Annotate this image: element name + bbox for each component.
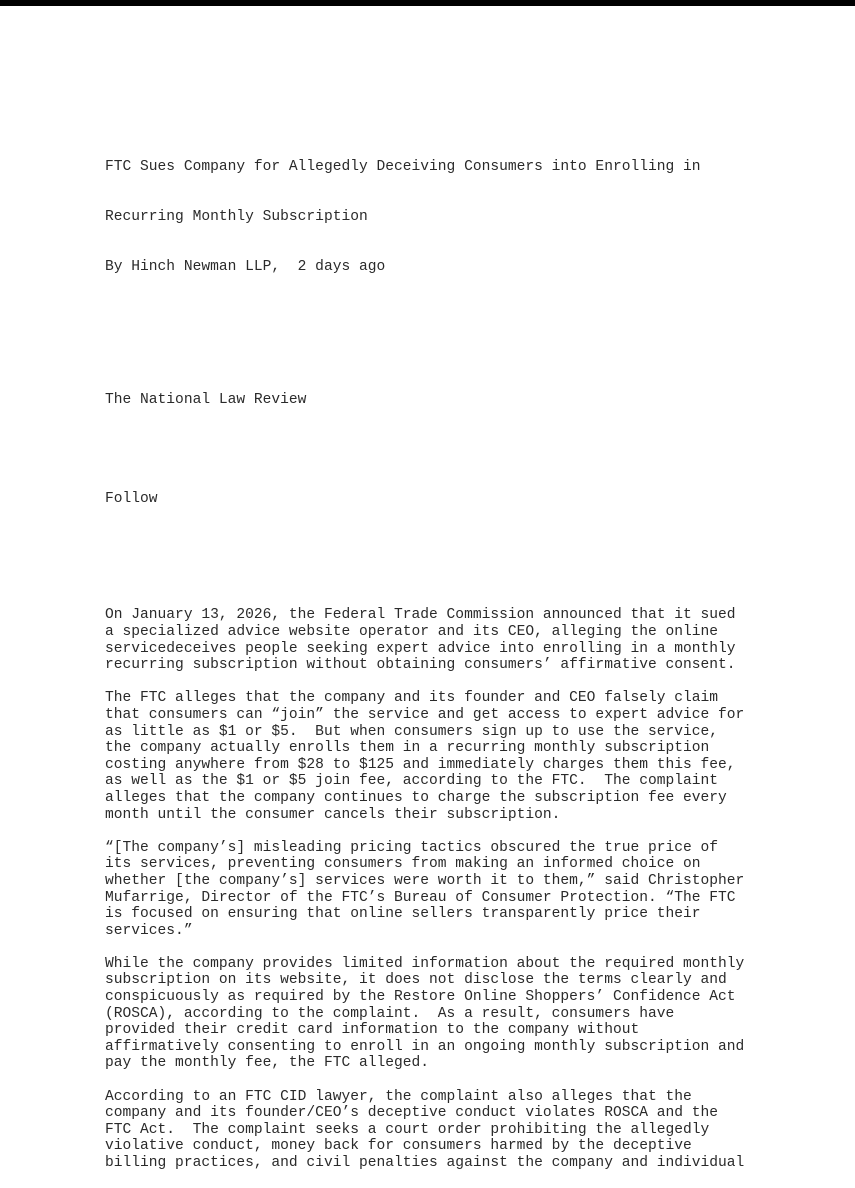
paragraph-line: FTC Act. The complaint seeks a court order prohibiting the allegedly [105, 1121, 710, 1138]
paragraph [105, 840, 744, 940]
byline: By Hinch Newman LLP, 2 days ago [105, 258, 386, 275]
article-title-line: Recurring Monthly Subscription [105, 209, 368, 226]
paragraph-line: conspicuously as required by the Restore Online Shoppers’ Confidence Act [105, 989, 736, 1006]
paragraph [105, 690, 744, 823]
paragraph-line: affirmatively consenting to enroll in an ongoing monthly subscription and [105, 1038, 745, 1055]
paragraph-line: month until the consumer cancels their subscription. [105, 806, 561, 823]
paragraph-line: pay the monthly fee, the FTC alleged. [105, 1055, 430, 1072]
paragraph-line: While the company provides limited information about the required monthly [105, 955, 745, 972]
paragraph-line: servicedeceives people seeking expert advice into enrolling in a monthly [105, 640, 736, 657]
source-name: The National Law Review [105, 391, 307, 408]
paragraph-line: provided their credit card information to the company without [105, 1022, 640, 1039]
paragraph-line: the company actually enrolls them in a recurring monthly subscription [105, 740, 710, 757]
paragraph-line: costing anywhere from $28 to $125 and immediately charges them this fee, [105, 756, 736, 773]
paragraph-line: (ROSCA), according to the complaint. As a result, consumers have [105, 1005, 675, 1022]
paragraph-line: as well as the $1 or $5 join fee, according to the FTC. The complaint [105, 773, 719, 790]
paragraph-line: subscription on its website, it does not disclose the terms clearly and [105, 972, 727, 989]
paragraph-line: violative conduct, money back for consumers harmed by the deceptive [105, 1138, 692, 1155]
article-title-line: FTC Sues Company for Allegedly Deceiving Consumers into Enrolling in [105, 159, 701, 176]
paragraph-line: is focused on ensuring that online sellers transparently price their [105, 906, 701, 923]
paragraph-line: as little as $1 or $5. But when consumers sign up to use the service, [105, 723, 719, 740]
paragraph [105, 607, 744, 673]
paragraph [105, 1089, 744, 1172]
paragraph-line: recurring subscription without obtaining consumers’ affirmative consent. [105, 657, 736, 674]
paragraph-line: a specialized advice website operator and its CEO, alleging the online [105, 624, 719, 640]
paragraph-line: that consumers can “join” the service and get access to expert advice for [105, 706, 745, 723]
paragraph-line: The FTC alleges that the company and its founder and CEO falsely claim [105, 690, 719, 707]
article-header [105, 126, 744, 309]
top-bar [0, 0, 855, 6]
article-body [105, 607, 744, 1171]
paragraph-line: alleges that the company continues to charge the subscription fee every [105, 789, 727, 806]
paragraph-line: services.” [105, 922, 193, 939]
document [105, 93, 744, 1188]
paragraph-line: company and its founder/CEO’s deceptive conduct violates ROSCA and the [105, 1105, 719, 1122]
paragraph-line: “[The company’s] misleading pricing tactics obscured the true price of [105, 839, 719, 856]
paragraph-line: According to an FTC CID lawyer, the complaint also alleges that the [105, 1088, 692, 1105]
paragraph-line: On January 13, 2026, the Federal Trade Commission announced that it sued [105, 607, 736, 624]
follow-link[interactable]: Follow [105, 491, 158, 508]
paragraph-line: its services, preventing consumers from making an informed choice on [105, 856, 701, 873]
paragraph-line: whether [the company’s] services were worth it to them,” said Christopher [105, 872, 745, 889]
paragraph [105, 956, 744, 1072]
paragraph-line: billing practices, and civil penalties against the company and individual [105, 1155, 745, 1171]
paragraph-line: Mufarrige, Director of the FTC’s Bureau of Consumer Protection. “The FTC [105, 889, 736, 906]
